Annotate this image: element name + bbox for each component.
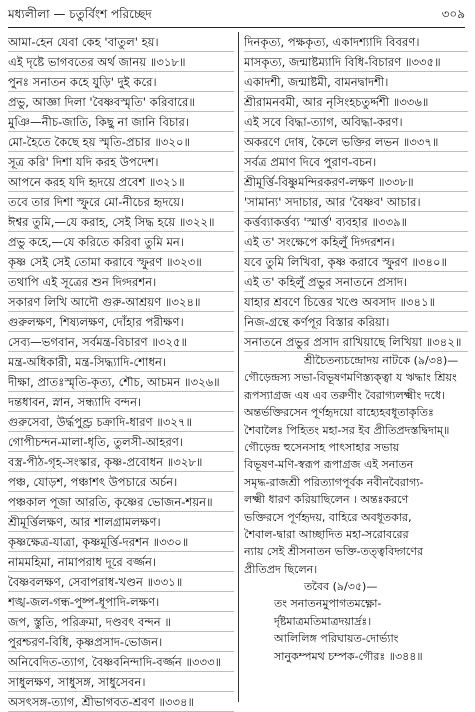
- verse-line: গোপীচন্দন-মালা-ধৃতি, তুলসী-আহরণ।: [8, 432, 234, 452]
- verse-line: জপ, স্তুতি, পরিক্রমা, দণ্ডবৎ বন্দন ॥: [8, 612, 234, 632]
- verse-line: অনিবেদিত-ত্যাগ, বৈষ্ণবনিন্দাদি-বর্জ্জন ॥৩৩৩॥: [8, 652, 234, 672]
- commentary-line: প্রীতিপ্রদ ছিলেন।: [244, 562, 318, 576]
- commentary-line: সমৃদ্ধ-রাজশ্রী পরিত্যাগপূর্বক নবীনবৈরাগ্য-: [244, 475, 424, 489]
- commentary-line: শ্রীচৈতন্যচন্দ্রোদয় নাটকে (৯/৩৪)—: [304, 354, 459, 367]
- verse-line: সাধুলক্ষণ, সাধুসঙ্গ, সাধুসেবন।: [8, 672, 234, 692]
- verse-line: কৃষ্ণ সেই সেই তোমা করাবে স্ফুরণ ॥৩২৩॥: [8, 252, 234, 272]
- verse-line: সনাতনে প্রভুর প্রসাদ রাখিয়াছে লিখিয়া ॥৩৪২॥: [244, 332, 468, 352]
- verse-line: মুঞি—নীচ-জাতি, কিছু না জানি বিচার।: [8, 112, 234, 132]
- verse-line: তথাপি এই সূত্রের শুন দিগ্দরশন।: [8, 272, 234, 292]
- verse-line: পুনঃ সনাতন কহে যুড়ি' দুই করে।: [8, 72, 234, 92]
- commentary-line: সানুকম্পমথ চম্পক-গৌরঃ ॥৩৪৪॥: [274, 649, 423, 663]
- verse-line: যাহার শ্রবণে চিত্তের খণ্ডে অবসাদ ॥৩৪১॥: [244, 292, 468, 312]
- verse-line: কর্ত্তব্যাকর্ত্তব্য 'স্মার্ত্ত' ব্যবহার ॥৩৩৯॥: [244, 212, 468, 232]
- verse-line: শ্রীমূর্ত্তিলক্ষণ, আর শালগ্রামলক্ষণ।: [8, 512, 234, 532]
- commentary-line: বিভূষণ-মণি-স্বরূপ রূপাগ্রজ এই সনাতন: [244, 458, 414, 472]
- verse-line: একাদশী, জন্মাষ্টমী, বামনদ্বাদশী।: [244, 72, 468, 92]
- verse-line: শ্রীরামনবমী, আর নৃসিংহচতুর্দ্দশী ॥৩৩৬॥: [244, 92, 468, 112]
- verse-line: আমা-হেন যেবা কেহ 'বাতুল' হয়।: [8, 32, 234, 52]
- page-number: ৩০৯: [441, 7, 465, 21]
- commentary-line: গৌড়েন্দ্রস্য সভা-বিভূষণমণিস্ত্যক্ত্বা য ঋদ্ধাং শ্রিয়ং: [244, 371, 457, 385]
- verse-line: মন্ত্র-অধিকারী, মন্ত্র-সিদ্ধ্যাদি-শোধন।: [8, 352, 234, 372]
- verse-line: দীক্ষা, প্রাতঃস্মৃতি-কৃত্য, শৌচ, আচমন ॥৩২৬॥: [8, 372, 234, 392]
- commentary-line: ন্যায় সেই শ্রীসনাতন ভক্তি-তত্ত্ববিদ্গণের: [244, 545, 424, 559]
- verse-line: শঙ্খ-জল-গন্ধ-পুষ্প-ধূপাদি-লক্ষণ।: [8, 592, 234, 612]
- verse-line: দিনকৃত্য, পক্ষকৃত্য, একাদশ্যাদি বিবরণ।: [244, 32, 468, 52]
- verse-line: নামমহিমা, নামাপরাধ দূরে বর্জ্জন।: [8, 552, 234, 572]
- verse-line: পুরশ্চরণ-বিধি, কৃষ্ণপ্রসাদ-ভোজন।: [8, 632, 234, 652]
- verse-line: কৃষ্ণক্ষেত্র-যাত্রা, কৃষ্ণমূর্ত্তি-দরশন ॥৩৩০॥: [8, 532, 234, 552]
- commentary-line: ভক্তিরসে পূর্ণহৃদয়, বাহিরে অবধূতকার,: [244, 510, 412, 524]
- verse-line: গুরুলক্ষণ, শিষ্যলক্ষণ, দোঁহার পরীক্ষণ।: [8, 312, 234, 332]
- left-verse-column: [8, 32, 234, 712]
- verse-line: এই ত' কহিলুঁ প্রভুর সনাতনে প্রসাদ।: [244, 272, 468, 292]
- verse-line: গুরুসেবা, উর্দ্ধপুণ্ড্র চক্রাদি-ধারণ ॥৩২৭॥: [8, 412, 234, 432]
- verse-line: সূত্র করি' দিশা যদি করহ উপদেশ।: [8, 152, 234, 172]
- verse-line: ঈশ্বর তুমি,—যে করাহ, সেই সিদ্ধ হয়ে ॥৩২২॥: [8, 212, 234, 232]
- commentary-line: আলিলিঙ্গ পরিঘায়ত-দোর্ভ্যাং: [274, 632, 399, 646]
- commentary-line: শৈবাল-দ্বারা আচ্ছাদিত মহা-সরোবরের: [244, 527, 409, 541]
- verse-line: প্রভু কহে,—যে করিতে করিবা তুমি মন।: [8, 232, 234, 252]
- commentary-line: রূপস্যাগ্রজ এষ এব তরুণীং বৈরাগ্যলক্ষ্মীং দধে।: [244, 388, 445, 402]
- commentary-line: অন্তর্ভক্তিরসেন পূর্ণহৃদয়ো বাহ্যেহবধূতাকৃতিঃ: [244, 406, 434, 420]
- header-rule: [8, 27, 465, 28]
- verse-line: মো-হৈতে কৈছে হয় স্মৃতি-প্রচার ॥৩২০॥: [8, 132, 234, 152]
- verse-line: এই দৃষ্টে ভাগবতের অর্থ জানয় ॥৩১৮॥: [8, 52, 234, 72]
- running-title: মধ্যলীলা — চতুর্বিংশ পরিচ্ছেদ: [8, 7, 152, 21]
- verse-line: শ্রীমূর্ত্তি-বিষ্ণুমন্দিরকরণ-লক্ষণ ॥৩৩৮॥: [244, 172, 468, 192]
- commentary-line: র্দৃষ্টমাত্রমতিমাত্রদয়ার্দ্রঃ।: [274, 614, 372, 628]
- verse-line: এই সবে বিদ্ধা-ত্যাগ, অবিদ্ধা-করণ।: [244, 112, 468, 132]
- verse-line: সর্বত্র প্রমাণ দিবে পুরাণ-বচন।: [244, 152, 468, 172]
- commentary-line: শৈবালৈঃ পিহিতং মহা-সর ইব প্রীতিপ্রদস্তদ্বিদাম্॥: [244, 423, 450, 437]
- verse-line: দন্তধাবন, স্নান, সন্ধ্যাদি বন্দন।: [8, 392, 234, 412]
- verse-line: বৈষ্ণবলক্ষণ, সেবাপরাধ-খণ্ডন ॥৩৩১॥: [8, 572, 234, 592]
- verse-line: 'সামান্য' সদাচার, আর 'বৈষ্ণব' আচার।: [244, 192, 468, 212]
- verse-line: অসৎসঙ্গ-ত্যাগ, শ্রীভাগবত-শ্রবণ ॥৩৩৪॥: [8, 692, 234, 712]
- commentary-line: লক্ষ্মী ধারণ করিয়াছিলেন । অন্তঃকরণে: [244, 493, 409, 507]
- verse-line: এই ত' সংক্ষেপে কহিলুঁ দিগ্দরশন।: [244, 232, 468, 252]
- commentary-block: [244, 352, 468, 665]
- verse-line: যবে তুমি লিখিবা, কৃষ্ণ করাবে স্ফুরণ ॥৩৪০॥: [244, 252, 468, 272]
- commentary-line: তং সনাতনমুপাগতমক্ষ্ণো-: [274, 597, 382, 611]
- verse-line: বস্ত্র-পীঠ-গৃহ-সংস্কার, কৃষ্ণ-প্রবোধন ॥৩২৮॥: [8, 452, 234, 472]
- verse-line: নিজ-গ্রন্থে কর্ণপূর বিস্তার করিয়া।: [244, 312, 468, 332]
- verse-line: সেব্য—ভগবান, সর্বমন্ত্র-বিচারণ ॥৩২৫॥: [8, 332, 234, 352]
- verse-line: আপনে করহ যদি হৃদয়ে প্রবেশ ॥৩২১॥: [8, 172, 234, 192]
- verse-line: তবে তার দিশা স্ফুরে মো-নীচের হৃদয়ে।: [8, 192, 234, 212]
- verse-line: সকারণ লিখি আদৌ গুরু-আশ্রয়ণ ॥৩২৪॥: [8, 292, 234, 312]
- commentary-line: গৌড়েন্দ্র হুসেনসাহ পাৎসাহার সভায়: [244, 440, 400, 454]
- right-column: [244, 32, 468, 665]
- column-divider: [238, 32, 239, 702]
- right-verse-block: [244, 32, 468, 352]
- verse-line: মাসকৃত্য, জন্মাষ্টম্যাদি বিধি-বিচারণ ॥৩৩৫॥: [244, 52, 468, 72]
- verse-line: পঞ্চকাল পূজা আরতি, কৃষ্ণের ভোজন-শয়ন॥: [8, 492, 234, 512]
- page-header: [8, 6, 465, 26]
- verse-line: প্রভু, আজ্ঞা দিলা 'বৈষ্ণবস্মৃতি' করিবারে॥: [8, 92, 234, 112]
- verse-line: অকরণে দোষ, কৈলে ভক্তির লভন ॥৩৩৭॥: [244, 132, 468, 152]
- commentary-line: তবৈব (৯/৩৫)—: [304, 580, 378, 594]
- verse-line: পঞ্চ, যোড়শ, পঞ্চাশৎ উপচারে অর্চন।: [8, 472, 234, 492]
